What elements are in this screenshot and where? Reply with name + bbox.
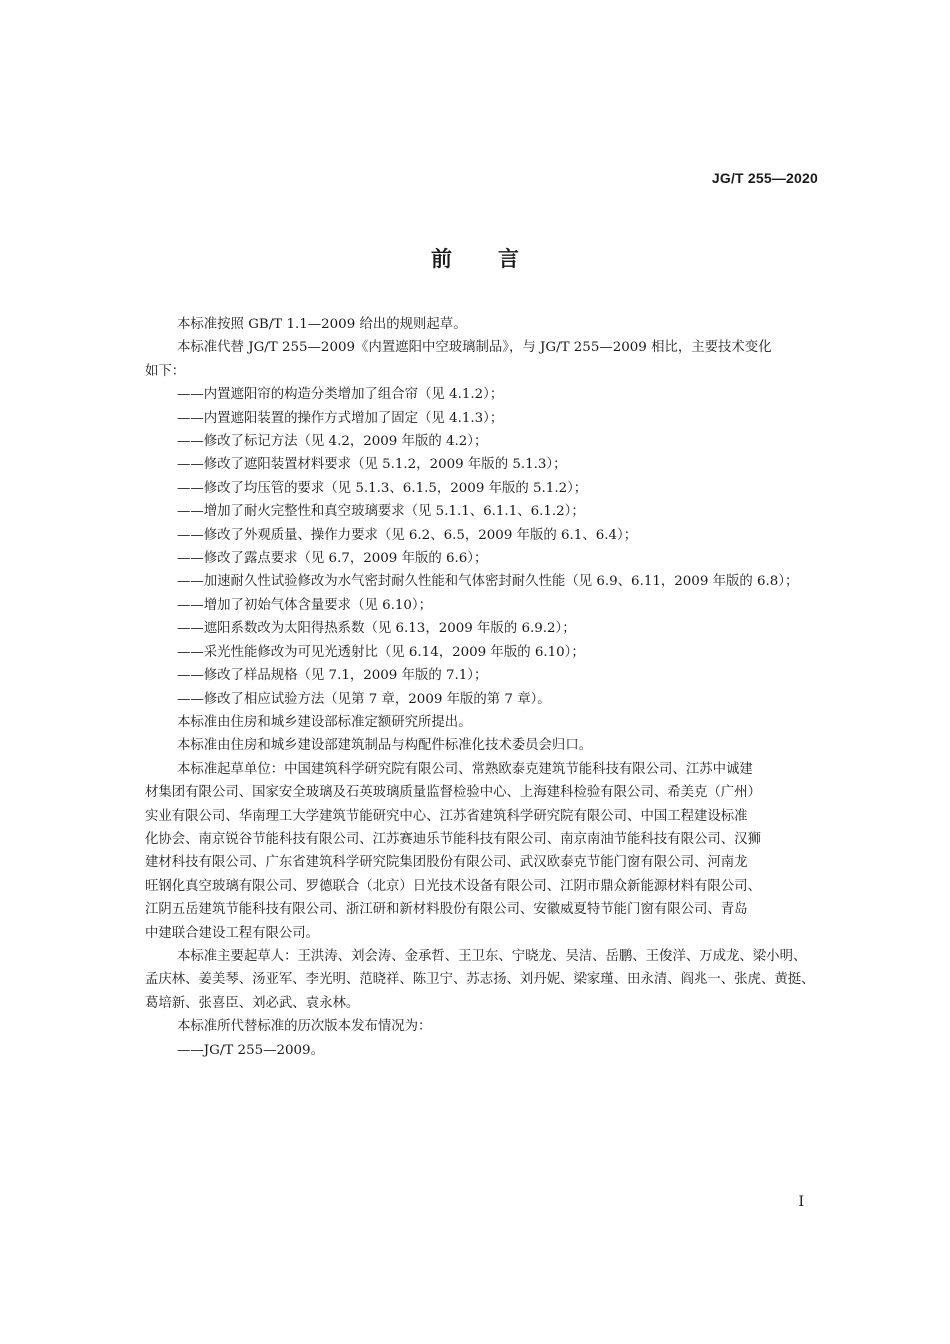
paragraph-centralized-by: 本标准由住房和城乡建设部建筑制品与构配件标准化技术委员会归口。 (177, 738, 593, 754)
list-item: ——修改了均压管的要求（见 5.1.3、6.1.5，2009 年版的 5.1.2）； (177, 480, 588, 496)
list-item: ——增加了耐火完整性和真空玻璃要求（见 5.1.1、6.1.1、6.1.2）； (177, 504, 585, 520)
text-line: 本标准起草单位：中国建筑科学研究院有限公司、常熟欧泰克建筑节能科技有限公司、江苏中诚建 (177, 761, 753, 777)
paragraph-version-history: 本标准所代替标准的历次版本发布情况为： (177, 1019, 432, 1035)
paragraph-drafting-units (145, 758, 822, 945)
foreword-body (145, 313, 822, 1062)
text-line: 化协会、南京锐谷节能科技有限公司、江苏赛迪乐节能科技有限公司、南京南油节能科技有限公司、汉狮 (145, 831, 761, 847)
title-char-1: 前 (431, 247, 452, 271)
paragraph-drafting-rules: 本标准按照 GB/T 1.1—2009 给出的规则起草。 (177, 317, 467, 332)
text-line: 材集团有限公司、国家安全玻璃及石英玻璃质量监督检验中心、上海建科检验有限公司、希美克（广州） (145, 785, 761, 801)
list-item: ——内置遮阳帘的构造分类增加了组合帘（见 4.1.2）； (177, 387, 504, 403)
page-number: I (798, 1194, 804, 1210)
list-item: ——内置遮阳装置的操作方式增加了固定（见 4.1.3）； (177, 410, 504, 426)
text-line: 旺钢化真空玻璃有限公司、罗德联合（北京）日光技术设备有限公司、江阴市鼎众新能源材料有限公司、 (145, 878, 761, 894)
paragraph-drafters (145, 945, 822, 1015)
list-item: ——修改了样品规格（见 7.1，2009 年版的 7.1）； (177, 668, 488, 684)
text-line: 实业有限公司、华南理工大学建筑节能研究中心、江苏省建筑科学研究院有限公司、中国工程建设标准 (145, 808, 748, 824)
list-item: ——修改了相应试验方法（见第 7 章，2009 年版的第 7 章）。 (177, 691, 551, 707)
page-title (0, 243, 950, 273)
list-item: ——修改了遮阳装置材料要求（见 5.1.2，2009 年版的 5.1.3）； (177, 457, 567, 473)
version-history-item: ——JG/T 255—2009。 (177, 1042, 324, 1058)
text-line: 本标准主要起草人：王洪涛、刘会涛、金承哲、王卫东、宁晓龙、吴洁、岳鹏、王俊洋、万成龙、梁小明、 (177, 948, 807, 964)
text-line: 中建联合建设工程有限公司。 (145, 925, 320, 941)
list-item: ——修改了外观质量、操作力要求（见 6.2、6.5，2009 年版的 6.1、6.4）； (177, 527, 638, 543)
text-line: 建材科技有限公司、广东省建筑科学研究院集团股份有限公司、武汉欧泰克节能门窗有限公司、河南龙 (145, 855, 748, 871)
text-line: 江阴五岳建筑节能科技有限公司、浙江研和新材料股份有限公司、安徽威夏特节能门窗有限公司、青岛 (145, 902, 748, 918)
list-item: ——遮阳系数改为太阳得热系数（见 6.13，2009 年版的 6.9.2）； (177, 621, 576, 637)
list-item: ——采光性能修改为可见光透射比（见 6.14，2009 年版的 6.10）； (177, 644, 585, 660)
paragraph-replacement-line-2: 如下： (145, 363, 186, 379)
paragraph-proposed-by: 本标准由住房和城乡建设部标准定额研究所提出。 (177, 714, 472, 730)
list-item: ——修改了露点要求（见 6.7，2009 年版的 6.6）； (177, 551, 488, 567)
list-item: ——加速耐久性试验修改为水气密封耐久性能和气体密封耐久性能（见 6.9、6.11，2009 年版的 6.8）； (177, 574, 799, 590)
title-char-2: 言 (498, 247, 519, 271)
paragraph-replacement-line-1: 本标准代替 JG/T 255—2009《内置遮阳中空玻璃制品》，与 JG/T 255—2009 相比，主要技术变化 (177, 340, 772, 356)
standard-code: JG/T 255—2020 (711, 170, 818, 186)
changes-list (177, 383, 822, 711)
list-item: ——修改了标记方法（见 4.2，2009 年版的 4.2）； (177, 434, 488, 450)
text-line: 孟庆林、姜美琴、汤亚军、李光明、范晓祥、陈卫宁、苏志扬、刘丹妮、梁家瑾、田永清、阎兆一、张虎、黄挺、 (145, 972, 815, 988)
text-line: 葛培新、张喜臣、刘必武、袁永林。 (145, 995, 360, 1011)
list-item: ——增加了初始气体含量要求（见 6.10）； (177, 597, 433, 613)
